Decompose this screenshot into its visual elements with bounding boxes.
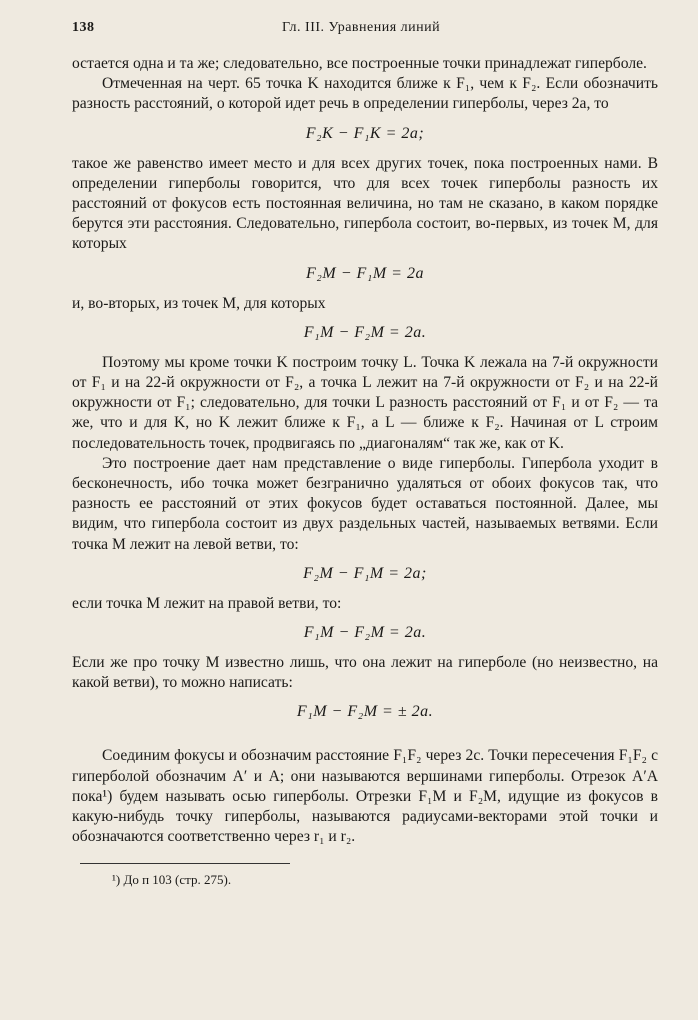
- formula: F₁M − F₂M = ± 2a.: [296, 703, 434, 721]
- paragraph: если точка M лежит на правой ветви, то:: [72, 594, 342, 612]
- paragraph: Это построение дает нам представление о виде гиперболы. Гипербола уходит в бесконечность, ибо точка может безгранично удаляться от обоих фокусов так, что разность ее расстояний от этих фокусов будет оставаться постоянной. Далее, мы видим, что гипербола состоит из двух раздельных частей, называемых ветвями. Если точка M лежит на левой ветви, то:: [72, 454, 658, 553]
- page-number: 138: [72, 20, 95, 35]
- formula: F₂M − F₁M = 2a: [306, 264, 424, 282]
- footnote-rule: [80, 863, 290, 864]
- formula: F₂M − F₁M = 2a;: [303, 564, 427, 582]
- formula: F₂K − F₁K = 2a;: [305, 124, 425, 142]
- paragraph: Отмеченная на черт. 65 точка K находится ближе к F₁, чем к F₂. Если обозначить разность расстояний, о которой идет речь в определении гиперболы, через 2a, то: [72, 75, 658, 113]
- paragraph: Если же про точку M известно лишь, что она лежит на гиперболе (но неизвестно, на какой ветви), то можно написать:: [72, 654, 658, 692]
- formula: F₁M − F₂M = 2a.: [303, 624, 427, 642]
- section-gap: [72, 732, 658, 746]
- paragraph: остается одна и та же; следовательно, все построенные точки принадлежат гиперболе.: [72, 55, 647, 72]
- paragraph: Соединим фокусы и обозначим расстояние F₁F₂ через 2c. Точки пересечения F₁F₂ с гиперболой обозначим A′ и A; они называются вершинами гиперболы. Отрезок A′A пока¹) будем называть осью гиперболы. Отрезки F₁M и F₂M, идущие из фокусов в какую-нибудь точку гиперболы, называются радиусами-векторами этой точки и обозначаются соответственно через r₁ и r₂.: [72, 747, 658, 846]
- body-text: [72, 54, 658, 847]
- running-title: Гл. III. Уравнения линий: [282, 20, 441, 35]
- paragraph: такое же равенство имеет место и для всех других точек, пока построенных нами. В определении гиперболы говорится, что для всех точек гиперболы разность их расстояний от фокусов есть постоянная величина, но там не сказано, в каком порядке берутся эти расстояния. Следовательно, гипербола состоит, во-первых, из точек M, для которых: [72, 154, 658, 253]
- page-header: [72, 20, 658, 46]
- paragraph: Поэтому мы кроме точки K построим точку L. Точка K лежала на 7-й окружности от F₁ и на 22-й окружности от F₂, а точка L лежит на 7-й окружности от F₂ и на 22-й окружности от F₁; следовательно, для точки L разность расстояний от F₁ и от F₂ — та же, что и для K, но K лежит ближе к F₁, а L — ближе к F₂. Начиная от L строим последовательность точек, продвигаясь по „диагоналям“ так же, как от K.: [72, 353, 658, 452]
- formula: F₁M − F₂M = 2a.: [303, 323, 427, 341]
- footnote: ¹) До п 103 (стр. 275).: [112, 872, 232, 888]
- paragraph: и, во-вторых, из точек M, для которых: [72, 294, 326, 312]
